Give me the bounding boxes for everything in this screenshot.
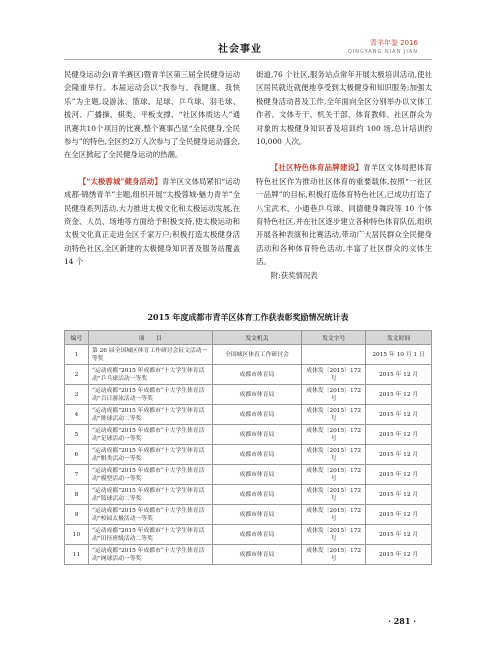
cell-item: “运动成都”2015 年成都市“十大学生体育活动”篮球活动二等奖 [88,485,212,505]
cell-doc-number: 成体发〔2015〕172 号 [302,425,366,445]
paragraph-taiji-body: 青羊区文体局紧扣“运动成都·锦绣青羊”主题,组织开展“太极蓉城·魅力青羊”全民健身系列活动,大力推进太极文化和太极运动发展,在资金、人员、场地等方面给予积极支持,使太极运动和太极文化真正走进全区千家万户;积极打造太极健身活动特色社区,全区新建的太极健身知识普及服务站覆盖 14 个 [64,176,240,267]
cell-number: 5 [65,425,89,445]
cell-issuer: 成都市体育局 [212,545,302,565]
cell-date: 2015 年 12 月 [366,365,432,385]
cell-number: 10 [65,525,89,545]
awards-table [64,330,432,565]
cell-date: 2015 年 12 月 [366,405,432,425]
cell-doc-number: 成体发〔2015〕172 号 [302,385,366,405]
table-header-row [65,331,432,345]
table-row [65,545,432,565]
cell-number: 1 [65,345,89,365]
cell-issuer: 成都市体育局 [212,385,302,405]
cell-number: 2 [65,365,89,385]
cell-number: 6 [65,445,89,465]
cell-item: “运动成都”2015 年成都市“十大学生体育活动”乒乓球活动一等奖 [88,365,212,385]
cell-number: 11 [65,545,89,565]
cell-doc-number: 成体发〔2015〕172 号 [302,485,366,505]
cell-item: “运动成都”2015 年成都市“十大学生体育活动”排球活动二等奖 [88,405,212,425]
paragraph-taiji-continued: 街道,76 个社区,服务站点常年开展太极培训活动,使社区居民就近就便地享受到太极健身和知识服务;加强太极健身活动普及工作,全年面向全区分别举办以文体工作者、文体专干、机关干部、体育教师、社区群众为对象的太极健身知识普及培训约 100 场,总计培训约 10,000 人次。 [256,70,432,147]
cell-item: “运动成都”2015 年成都市“十大学生体育活动”棋类活动一等奖 [88,445,212,465]
cell-item: “运动成都”2015 年成都市“十大学生体育活动”模型活动一等奖 [88,465,212,485]
cell-item: “运动成都”2015 年成都市“十大学生体育活动”网球活动一等奖 [88,545,212,565]
cell-doc-number: 成体发〔2015〕172 号 [302,465,366,485]
cell-date: 2015 年 12 月 [366,425,432,445]
yearbook-label-en: QINGYANG NIAN JIAN [347,49,418,55]
table-row [65,485,432,505]
table-row [65,425,432,445]
cell-item: “运动成都”2015 年成都市“十大学生体育活动”足球活动一等奖 [88,425,212,445]
cell-date: 2015 年 12 月 [366,465,432,485]
cell-number: 8 [65,485,89,505]
column-header: 编号 [65,331,89,345]
left-column [64,68,240,294]
cell-doc-number: 成体发〔2015〕172 号 [302,445,366,465]
yearbook-label: 青羊年鉴 2016 [369,39,418,47]
cell-doc-number: 成体发〔2015〕172 号 [302,405,366,425]
paragraph-sports-meet: 民健身运动会(青羊赛区)暨青羊区第三届全民健身运动会隆重举行。本届运动会以“我参与、我健康、我快乐”为主题,设游泳、篮球、足球、乒乓球、羽毛球、拔河、广播操、棋类、平板支撑、“社区体质达人”通讯赛共10个项目的比赛,整个赛事凸显“全民健身,全民参与”的特色,全区约2万人次参与了全民健身运动盛会,在全区掀起了全民健身运动的热潮。 [64,70,240,160]
table-row [65,505,432,525]
cell-number: 9 [65,505,89,525]
table-title: 2015 年度成都市青羊区体育工作获表彰奖励情况统计表 [147,312,349,322]
cell-issuer: 成都市体育局 [212,465,302,485]
cell-doc-number [302,345,366,365]
cell-date: 2015 年 12 月 [366,525,432,545]
cell-date: 2015 年 12 月 [366,445,432,465]
cell-number: 4 [65,405,89,425]
paragraph-taiji [64,175,240,269]
table-row [65,345,432,365]
cell-issuer: 成都市体育局 [212,425,302,445]
section-heading-community: 【社区特色体育品牌建设】 [270,163,364,173]
cell-date: 2015 年 12 月 [366,385,432,405]
cell-item: “运动成都”2015 年成都市“十大学生体育活动”百日游泳活动一等奖 [88,385,212,405]
cell-number: 3 [65,385,89,405]
cell-doc-number: 成体发〔2015〕172 号 [302,505,366,525]
cell-doc-number: 成体发〔2015〕172 号 [302,525,366,545]
cell-issuer: 全国城区体育工作研讨会 [212,345,302,365]
column-header: 发文机关 [212,331,302,345]
right-column [256,68,432,300]
cell-date: 2015 年 12 月 [366,505,432,525]
table-row [65,405,432,425]
table-row [65,445,432,465]
cell-issuer: 成都市体育局 [212,445,302,465]
cell-issuer: 成都市体育局 [212,405,302,425]
table-row [65,385,432,405]
cell-date: 2015 年 10 月 1 日 [366,345,432,365]
table-row [65,465,432,485]
appendix-note: 附:获奖情况表 [270,270,318,280]
cell-item: 第 26 届全国城区体育工作研讨会征文活动一等奖 [88,345,212,365]
table-row [65,365,432,385]
section-heading-taiji: 【“太极蓉城”健身活动】 [78,176,162,186]
cell-issuer: 成都市体育局 [212,525,302,545]
cell-date: 2015 年 12 月 [366,545,432,565]
table-row [65,525,432,545]
cell-item: “运动成都”2015 年成都市“十大学生体育活动”校园太极活动一等奖 [88,505,212,525]
cell-date: 2015 年 12 月 [366,485,432,505]
header-divider [64,59,432,60]
cell-issuer: 成都市体育局 [212,485,302,505]
cell-number: 7 [65,465,89,485]
column-header: 发文字号 [302,331,366,345]
cell-issuer: 成都市体育局 [212,365,302,385]
column-header: 项 目 [88,331,212,345]
paragraph-community-brand [256,161,432,268]
section-title: 社会事业 [218,44,262,55]
table-body [65,345,432,565]
paragraph-community-body: 青羊区文体局把体育特色社区作为推动社区体育的重要载体,按照“一社区一品牌”的目标,积极打造体育特色社区,已成功打造了八宝武术、小通巷乒乓球、同德健身舞段等 10 个体育特色社区,并在社区逐步建立各种特色体育队伍,组织开展各种表演和比赛活动,带动广大居民群众全民健身活动和各种体育特色活动,丰富了社区群众的文体生活。 [256,163,432,267]
cell-issuer: 成都市体育局 [212,505,302,525]
cell-item: “运动成都”2015 年成都市“十大学生体育活动”田径班级活动二等奖 [88,525,212,545]
page-number: · 281 · [388,616,416,626]
cell-doc-number: 成体发〔2015〕172 号 [302,545,366,565]
column-header: 发文时间 [366,331,432,345]
cell-doc-number: 成体发〔2015〕172 号 [302,365,366,385]
